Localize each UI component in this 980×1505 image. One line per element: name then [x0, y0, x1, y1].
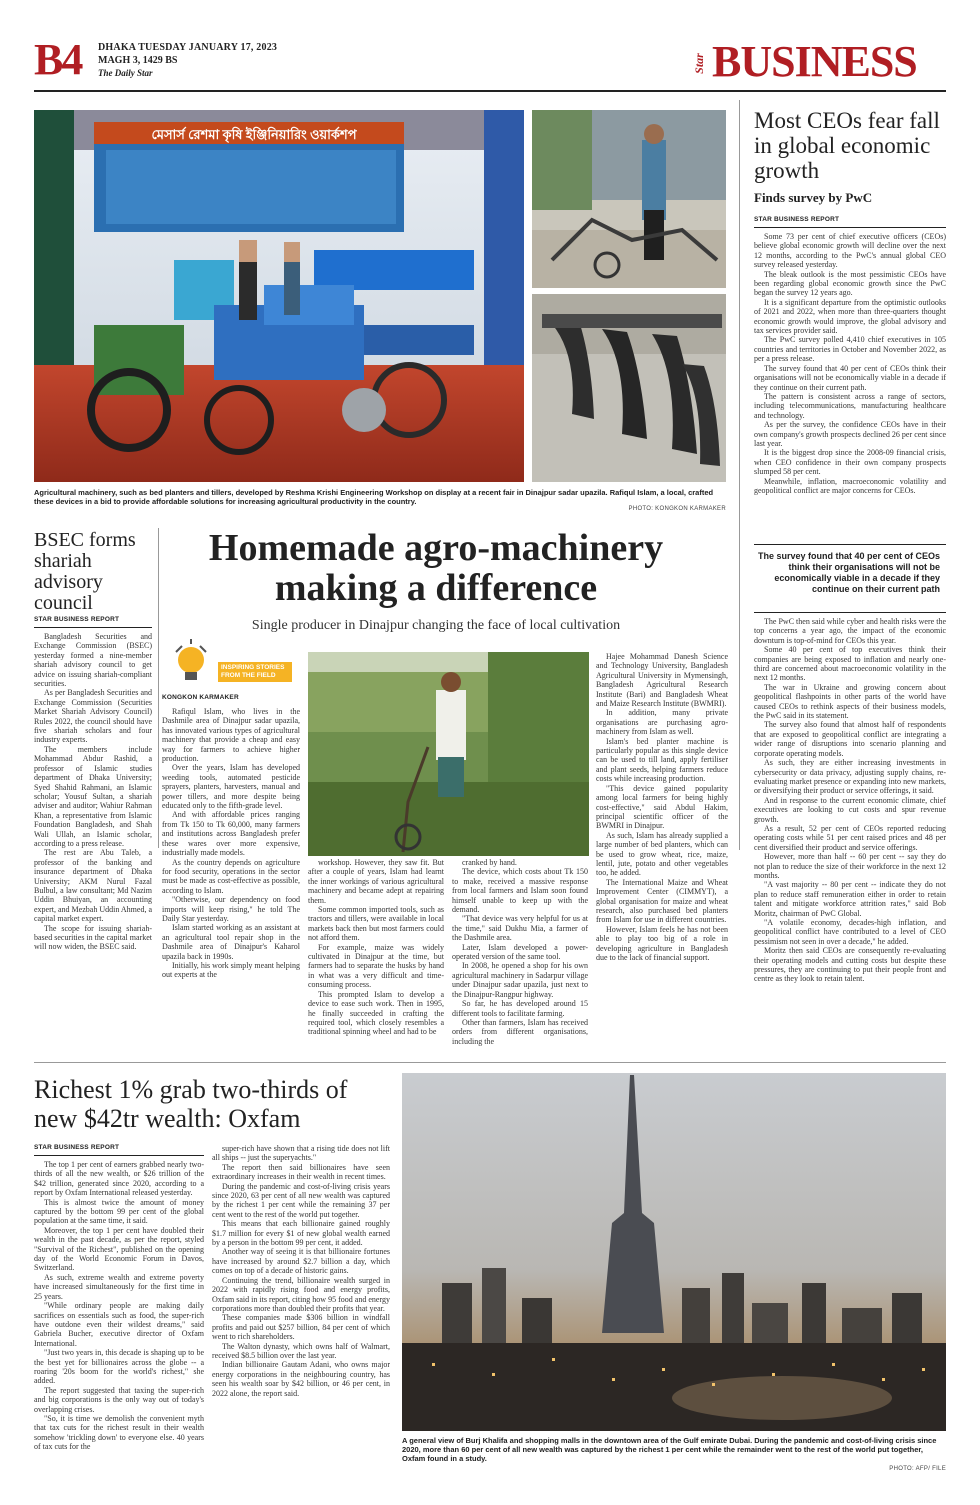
farm-tool-blades-photo — [532, 294, 726, 482]
bangla-date: MAGH 3, 1429 BS — [98, 55, 178, 66]
main-col-1: Rafiqul Islam, who lives in the Dashmile area of Dinajpur sadar upazila, has innovated various types of agricultural machinery that provide a cheap and easy way for farmers to achieve higher production. Over the years, Islam has developed weeding tools, automated pesticide sprayers, planters, harvesters, manual and power tillers, and more despite being educated only to the fifth-grade level. And with affordable prices ranging from Tk 150 to Tk 60,000, many farmers and institutions across Bangladesh prefer these wares over more expensive, industrially made models. As the country depends on agriculture for food security, operations in the sector must be made as cost-effective as possible, according to Islam. "Otherwise, our dependency on food imports will keep rising," he told The Daily Star yesterday. Islam started working as an assistant at an agricultural tool repair shop in the Dashmile area of Dinajpur's Kaharol upazila back in 1990s. Initially, his work simply meant helping out experts at the — [162, 707, 300, 980]
bsec-byline: STAR BUSINESS REPORT — [34, 616, 120, 623]
ceo-body-1: Some 73 per cent of chief executive officers (CEOs) believe global economic growth will decline over the next 12 months, according to the PwC's annual global CEO survey released yesterday. The bleak outlook is the most pessimistic CEOs have been regarding global economic growth since the PwC began the survey 12 years ago. It is a significant departure from the optimistic outlooks of 2021 and 2022, when more than three-quarters thought economic growth would improve, the global advisory and tax services provider said. The PwC survey polled 4,410 chief executives in 105 countries and territories in October and November 2022, as per a press release. The survey found that 40 per cent of CEOs think their organisations will not be economically viable in a decade if they continue on their current path. The pattern is consistent across a range of sectors, including telecommunications, manufacturing healthcare and technology. As per the survey, the confidence CEOs have in their own company's growth prospects declined 26 per cent since last year. It is the biggest drop since the 2008-09 financial crisis, when CEO confidence in their own company prospects slumped 58 per cent. Meanwhile, inflation, macroeconomic volatility and geopolitical conflict are major concerns for CEOs. — [754, 232, 946, 495]
dubai-photo-credit: PHOTO: AFP/ FILE — [889, 1466, 946, 1472]
bsec-column-rule — [158, 528, 159, 848]
main-headline: Homemade agro-machinery making a difference — [208, 527, 664, 609]
oxfam-byline-rule — [34, 1155, 204, 1156]
main-photo-caption: Agricultural machinery, such as bed planters and tillers, developed by Reshma Krishi Engineering Workshop on display at a recent fair in Dinajpur sadar upazila. Rafiqul Islam, a local, crafted these devices in a bid to provide affordable solutions for increasing agricultural productivity in the country. — [34, 488, 714, 506]
pullquote-top-rule — [754, 544, 946, 545]
fair-machinery-photo — [34, 110, 524, 482]
main-photo-credit: PHOTO: KONGKON KARMAKER — [628, 506, 726, 512]
man-with-planter-photo — [532, 110, 726, 288]
masthead-rule — [34, 90, 946, 92]
lower-section-rule — [34, 1062, 946, 1063]
page-number: B4 — [34, 35, 82, 84]
lightbulb-head-icon — [166, 642, 216, 686]
bsec-body: Bangladesh Securities and Exchange Commission (BSEC) yesterday formed a nine-member shariah advisory council to get advice on issuing shariah-compliant securities. As per Bangladesh Securities and Exchange Commission (Securities Market Shariah Advisory Council) Rules 2022, the council should have five shariah scholars and four industry experts. The members include Mohammad Abdur Rashid, a professor of Islamic studies department of Dhaka University; Syed Shahid Rahmani, an Islamic scholar; Yousuf Sultan, a shariah adviser and auditor; Wahiur Rahman Khan, a representative from Islamic Foundation Bangladesh, and Shah Wali Ullah, an Islamic scholar, according to a press release. The rest are Abu Taleb, a professor of the banking and insurance department of Dhaka University; AKM Nurul Fazal Bulbul, a law consultant; Md Nazim Uddin Bhuiyan, an accounting expert, and Mezbah Uddin Ahmed, a capital market expert. The scope for issuing shariah-based securities in the capital market will now widen, the BSEC said. — [34, 632, 152, 952]
main-col-3-body: cranked by hand. The device, which costs about Tk 150 to make, received a massive response from local farmers and Islam soon found himself unable to keep up with the demand. "That device was very helpful for us at the time," said Dukhu Mia, a farmer of the Dashmile area. Later, Islam developed a power-operated version of the same tool. In 2008, he opened a shop for his own agricultural machinery in Sadarpur village under Dinajpur sadar upazila, just next to the Dinajpur-Rangpur highway. So far, he has developed around 15 different tools to facilitate farming. Other than farmers, Islam has received orders from different organisations, including the — [452, 858, 588, 1046]
dubai-photo-caption: A general view of Burj Khalifa and shopping malls in the downtown area of the Gulf emirate Dubai. During the pandemic and cost-of-living crisis since 2020, more than 60 per cent of all new wealth was captured by the richest 1 per cent while the remainder went to the rest of the world put together, Oxfam found in a study. — [402, 1436, 937, 1463]
badge-label: INSPIRING STORIES FROM THE FIELD — [218, 662, 292, 682]
ceo-subhead: Finds survey by PwC — [754, 190, 873, 205]
ceo-pullquote: The survey found that 40 per cent of CEOs think their organisations will not be economically viable in a decade if they continue on their current path — [757, 551, 940, 594]
ceo-column-rule — [739, 100, 740, 850]
ceo-byline-rule — [754, 227, 946, 228]
main-byline: KONGKON KARMAKER — [162, 694, 239, 701]
inspiring-stories-badge — [162, 642, 294, 686]
pullquote-bottom-rule — [754, 612, 946, 613]
oxfam-col-1: The top 1 per cent of earners grabbed nearly two-thirds of all the new wealth, or $26 trillion of the $42 trillion, generated since 2020, according to a report by Oxfam International released yesterday. This is almost twice the amount of money captured by the bottom 99 per cent of the global population at the same time, it said. Moreover, the top 1 per cent have doubled their wealth in the past decade, as per the report, styled "Survival of the Richest", published on the opening day of the World Economic Forum in Davos, Switzerland. As such, extreme wealth and extreme poverty have increased simultaneously for the first time in 25 years. "While ordinary people are making daily sacrifices on essentials such as food, the super-rich have outdone even their wildest dreams," said Gabriela Bucher, executive director of Oxfam International. "Just two years in, this decade is shaping up to be the best yet for billionaires across the globe -- a roaring '20s boom for the world's richest," she added. The report suggested that taxing the super-rich and big corporations is the only way out of today's overlapping crises. "So, it is time we demolish the convenient myth that tax cuts for the richest result in their wealth somehow 'trickling down' to everyone else. 40 years of tax cuts for the — [34, 1160, 204, 1452]
main-col-2-body: workshop. However, they saw fit. But after a couple of years, Islam had learnt the inner workings of various agricultural machinery and became adept at repairing them. Some common imported tools, such as tractors and tillers, were available in local markets back then but most farmers could not afford them. For example, maize was widely cultivated in Dinajpur at the time, but farmers had to separate the husks by hand in what was a very difficult and time-consuming process. This prompted Islam to develop a device to ease such work. Then in 1995, he finally succeeded in crafting the required tool, which closely resembles a traditional spinning wheel and had to be — [308, 858, 444, 1037]
section-title: BUSINESS — [712, 37, 917, 86]
star-logo: Star — [691, 53, 706, 74]
main-col-4: Hajee Mohammad Danesh Science and Technology University, Bangladesh Agricultural University in Mymensingh, Bangladesh Agricultural Research Institute (Bari) and Bangladesh Wheat and Maize Research Institute (BWMRI). In addition, many private organisations are purchasing agro-machinery from Islam as well. Islam's bed planter machine is particularly popular as this single device can be used to till land, apply fertiliser and plant seeds, helping farmers reduce costs while increasing production. "This device gained popularity among local farmers for being highly cost-effective," said Abdul Hakim, principal scientific officer of the BWMRI in Dinajpur. As such, Islam has already supplied a large number of bed planters, which can be used to grow wheat, rice, maize, lentil, jute, potato and other vegetables too, he added. The International Maize and Wheat Improvement Center (CIMMYT), a global organisation for maize and wheat research, also purchased bed planters from Islam for use in different countries. However, Islam feels he has not been able to play too big of a role in developing agriculture in Bangladesh due to the lack of financial support. — [596, 652, 728, 962]
burj-khalifa-photo — [402, 1073, 946, 1431]
stall-banner-text: মেসার্স রেশমা কৃষি ইঞ্জিনিয়ারিং ওয়ার্কশপ — [151, 127, 357, 142]
oxfam-col-2: super-rich have shown that a rising tide does not lift all ships -- just the superyachts." The report then said billionaires have seen extraordinary increases in their wealth in recent times. During the pandemic and cost-of-living crisis years since 2020, 63 per cent of all new wealth was captured by the richest 1 per cent while the remaining 37 per cent went to the rest of the world put together. This means that each billionaire gained roughly $1.7 million for every $1 of new global wealth earned by a person in the bottom 99 per cent, it added. Another way of seeing it is that billionaire fortunes have increased by around $2.7 billion a day, which comes on top of a decade of historic gains. Continuing the trend, billionaire wealth surged in 2022 with rapidly rising food and energy profits, Oxfam said in its report, citing how 95 food and energy corporations more than doubled their profits that year. These companies made $306 billion in windfall profits and paid out $257 billion, 84 per cent of which went to rich shareholders. The Walton dynasty, which owns half of Walmart, received $8.5 billion over the last year. Indian billionaire Gautam Adani, who owns major energy corporations in the neighbouring country, has seen his wealth soar by $42 billion, or 46 per cent, in 2022 alone, the report said. — [212, 1144, 390, 1398]
paper-logo: The Daily Star — [98, 68, 153, 78]
bsec-byline-rule — [34, 627, 152, 628]
ceo-body-2: The PwC then said while cyber and health risks were the top concerns a year ago, the impact of the economic downturn is top-of-mind for CEOs this year. Some 40 per cent of top executives think their companies are being exposed to inflation and nearly one-third are concerned about macroeconomic volatility in the next 12 months. The war in Ukraine and growing concern about geopolitical flashpoints in other parts of the world have caused CEOs to rethink aspects of their business models, the PwC said in its statement. The survey also found that almost half of respondents that are exposed to geopolitical conflict are integrating a wider range of disruptions into scenario planning and corporate operating models. As such, they are either increasing investments in cybersecurity or data privacy, adjusting supply chains, re-evaluating market presence or expanding into new markets, or diversifying their product or service offerings, it said. And in response to the current economic climate, chief executives are looking to cut costs and spur revenue growth. As a result, 52 per cent of CEOs reported reducing operating costs while 51 per cent raised prices and 48 per cent diversified their product and service offerings. However, more than half -- 60 per cent -- say they do not plan to reduce the size of their workforce in the next 12 months. "A vast majority -- 80 per cent -- indicate they do not plan to reduce staff remuneration either in order to retain talent and mitigate workforce attrition rates," said Bob Moritz, chairman of PwC Global. "A volatile economy, decades-high inflation, and geopolitical conflict have contributed to a level of CEO pessimism not seen in over a decade," he added. Moritz then said CEOs are consequently re-evaluating their operating models and cutting costs but despite these pressures, they are continuing to put their people front and centre as they look to retain talent. — [754, 617, 946, 984]
oxfam-byline: STAR BUSINESS REPORT — [34, 1144, 120, 1151]
ceo-byline: STAR BUSINESS REPORT — [754, 216, 840, 223]
ceo-headline: Most CEOs fear fall in global economic growth — [754, 108, 940, 183]
bsec-headline: BSEC forms shariah advisory council — [34, 529, 136, 614]
main-subhead: Single producer in Dinajpur changing the face of local cultivation — [251, 618, 621, 633]
oxfam-headline: Richest 1% grab two-thirds of new $42tr wealth: Oxfam — [34, 1075, 348, 1133]
farmer-weeding-photo — [308, 652, 589, 856]
date-line: DHAKA TUESDAY JANUARY 17, 2023 — [98, 42, 278, 53]
